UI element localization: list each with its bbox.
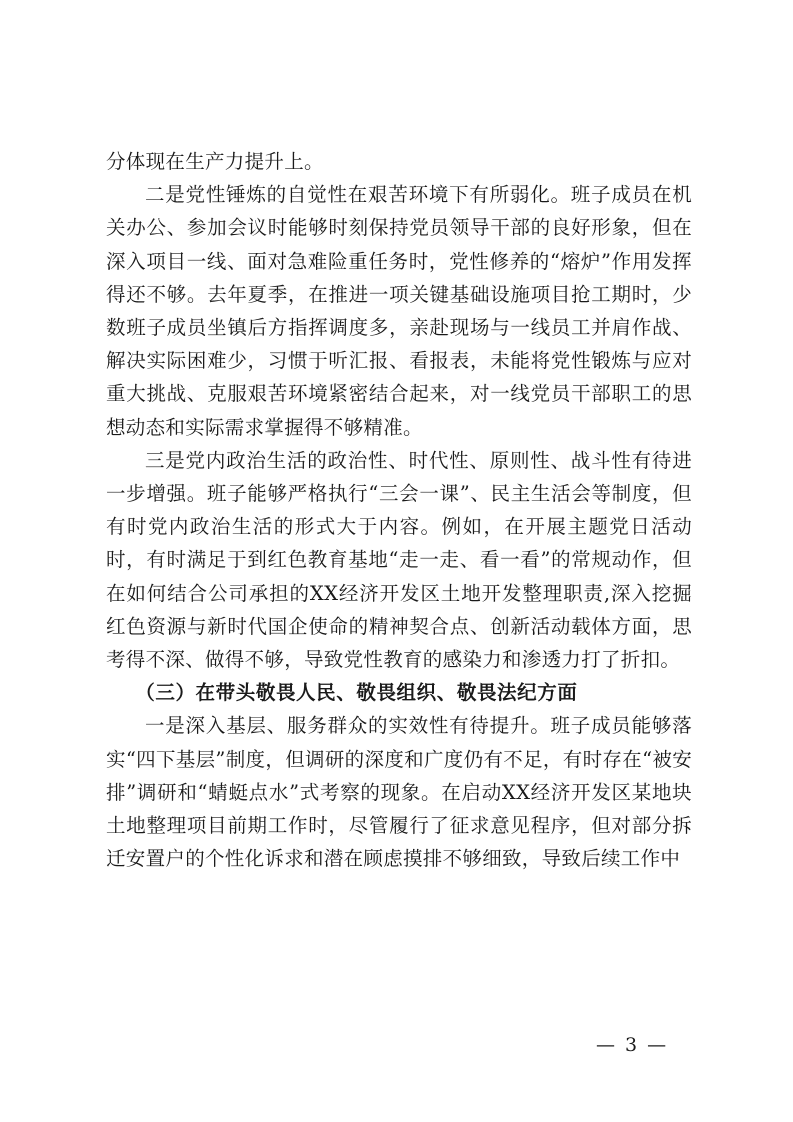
section-heading: （三）在带头敬畏人民、敬畏组织、敬畏法纪方面: [135, 681, 578, 705]
document-body: [106, 145, 692, 875]
paragraph-continuation: 分体现在生产力提升上。: [106, 150, 324, 173]
page-number: — 3 —: [596, 1034, 669, 1056]
paragraph-political-life: 三是党内政治生活的政治性、时代性、原则性、战斗性有待进一步增强。班子能够严格执行“三会一课”、民主生活会等制度，但有时党内政治生活的形式大于内容。例如，在开展主题党日活动时，有时满足于到红色教育基地“走一走、看一看”的常规动作，但在如何结合公司承担的XX经济开发区土地开发整理职责,深入挖掘红色资源与新时代国企使命的精神契合点、创新活动载体方面，思考得不深、做得不够，导致党性教育的感染力和渗透力打了折扣。: [106, 448, 692, 672]
paragraph-grassroots: 一是深入基层、服务群众的实效性有待提升。班子成员能够落实“四下基层”制度，但调研的深度和广度仍有不足，有时存在“被安排”调研和“蜻蜓点水”式考察的现象。在启动XX经济开发区某地块土地整理项目前期工作时，尽管履行了征求意见程序，但对部分拆迁安置户的个性化诉求和潜在顾虑摸排不够细致，导致后续工作中: [106, 714, 692, 871]
paragraph-party-spirit: 二是党性锤炼的自觉性在艰苦环境下有所弱化。班子成员在机关办公、参加会议时能够时刻保持党员领导干部的良好形象，但在深入项目一线、面对急难险重任务时，党性修养的“熔炉”作用发挥得还不够。去年夏季，在推进一项关键基础设施项目抢工期时，少数班子成员坐镇后方指挥调度多，亲赴现场与一线员工并肩作战、解决实际困难少，习惯于听汇报、看报表，未能将党性锻炼与应对重大挑战、克服艰苦环境紧密结合起来，对一线党员干部职工的思想动态和实际需求掌握得不够精准。: [106, 183, 692, 439]
